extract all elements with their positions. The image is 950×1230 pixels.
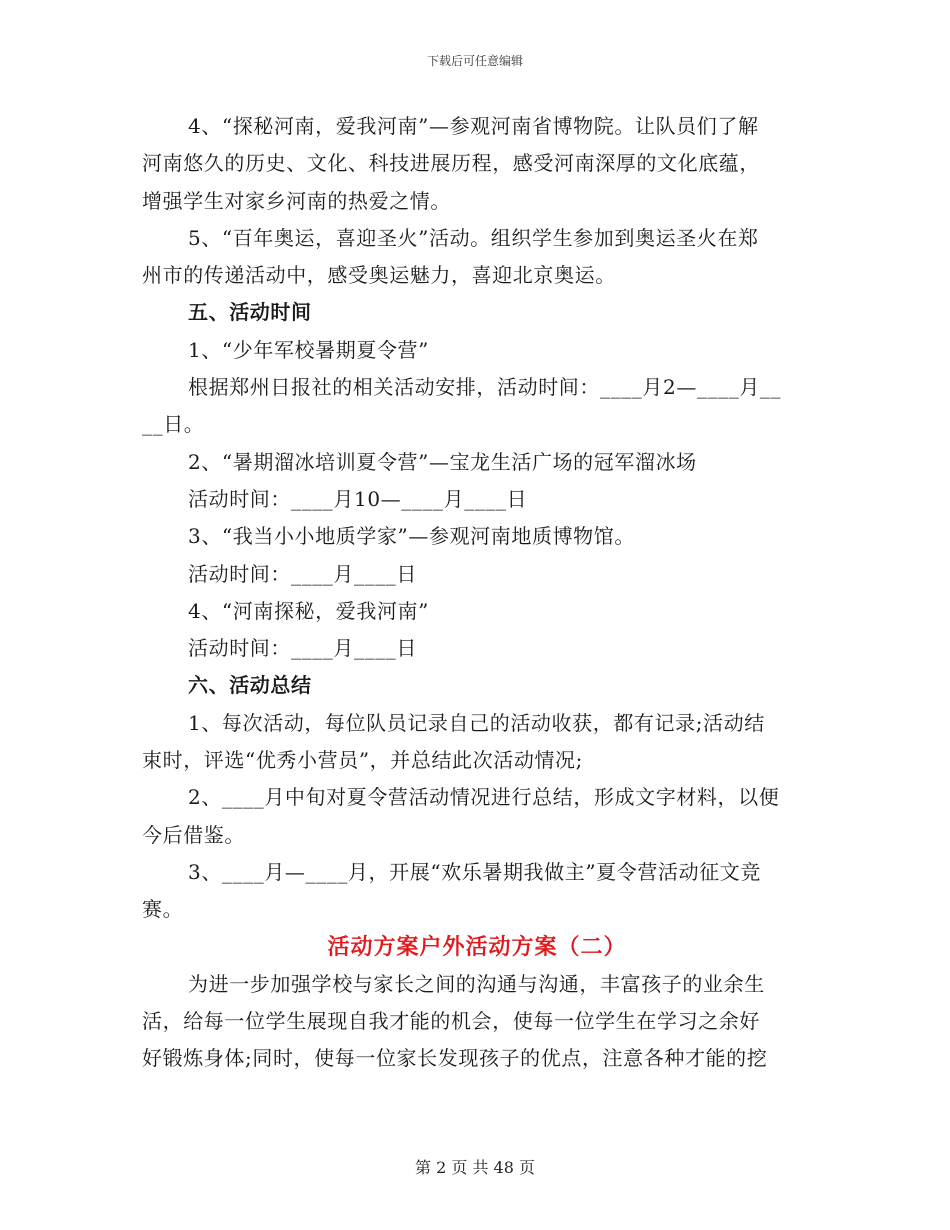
section-heading: 六、活动总结 <box>188 673 312 698</box>
section-title: 活动方案户外活动方案（二） <box>327 933 627 960</box>
paragraph-line: 1、“少年军校暑期夏令营” <box>188 337 429 362</box>
paragraph-line: 3、“我当小小地质学家”—参观河南地质博物馆。 <box>188 524 635 549</box>
paragraph-line: 赛。 <box>142 897 184 922</box>
paragraph-line: 4、“河南探秘，爱我河南” <box>188 598 429 623</box>
document-body <box>142 108 812 1078</box>
paragraph-line: 河南悠久的历史、文化、科技进展历程，感受河南深厚的文化底蕴， <box>142 151 760 176</box>
paragraph-line: 2、____月中旬对夏令营活动情况进行总结，形成文字材料，以便 <box>188 785 780 810</box>
paragraph-line: 好锻炼身体;同时，使每一位家长发现孩子的优点，注意各种才能的挖 <box>142 1046 768 1071</box>
paragraph-line: 活，给每一位学生展现自我才能的机会，使每一位学生在学习之余好 <box>142 1009 760 1034</box>
paragraph-line: __日。 <box>142 412 205 437</box>
paragraph-line: 为进一步加强学校与家长之间的沟通与沟通，丰富孩子的业余生 <box>188 971 765 996</box>
paragraph-line: 州市的传递活动中，感受奥运魅力，喜迎北京奥运。 <box>142 263 616 288</box>
paragraph-line: 增强学生对家乡河南的热爱之情。 <box>142 188 451 213</box>
paragraph-line: 活动时间：____月____日 <box>188 561 417 586</box>
paragraph-line: 活动时间：____月10—____月____日 <box>188 486 528 511</box>
paragraph-line: 4、“探秘河南，爱我河南”—参观河南省博物院。让队员们了解 <box>188 114 759 138</box>
paragraph-line: 今后借鉴。 <box>142 822 245 847</box>
paragraph-line: 1、每次活动，每位队员记录自己的活动收获，都有记录;活动结 <box>188 710 765 735</box>
paragraph-line: 2、“暑期溜冰培训夏令营”—宝龙生活广场的冠军溜冰场 <box>188 449 697 474</box>
page-header: 下载后可任意编辑 <box>426 54 523 68</box>
paragraph-line: 束时，评选“优秀小营员”，并总结此次活动情况; <box>142 748 583 773</box>
paragraph-line: 根据郑州日报社的相关活动安排，活动时间：____月2—____月__ <box>188 375 782 400</box>
paragraph-line: 活动时间：____月____日 <box>188 636 417 661</box>
paragraph-line: 5、“百年奥运，喜迎圣火”活动。组织学生参加到奥运圣火在郑 <box>188 225 759 250</box>
page-footer: 第 2 页 共 48 页 <box>415 1158 535 1177</box>
paragraph-line: 3、____月—____月，开展“欢乐暑期我做主”夏令营活动征文竞 <box>188 859 761 884</box>
section-heading: 五、活动时间 <box>188 300 312 325</box>
